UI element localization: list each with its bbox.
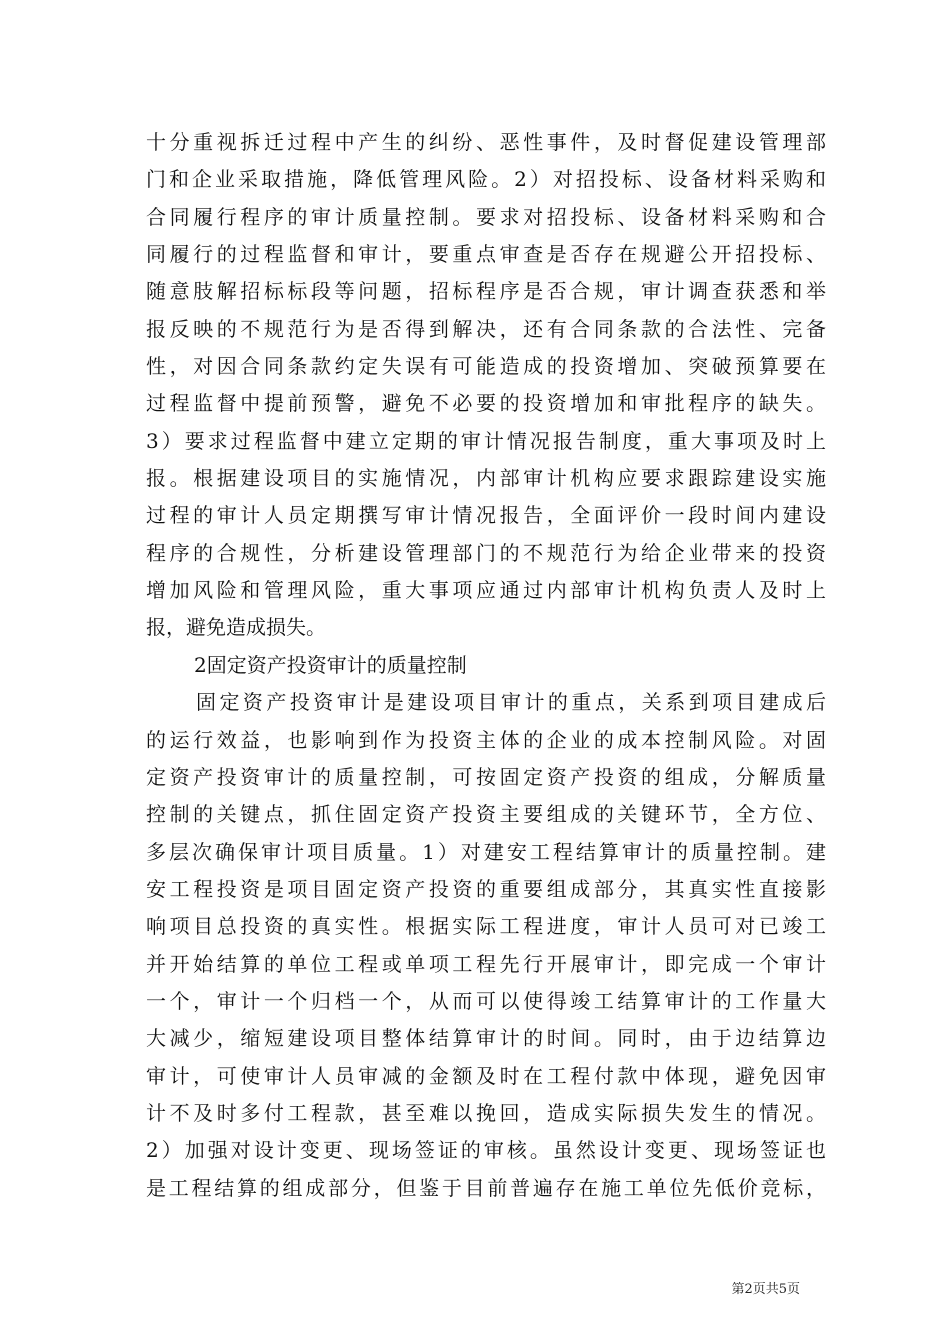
body-text (146, 124, 826, 1207)
text-line: 控制的关键点，抓住固定资产投资主要组成的关键环节，全方位、 (146, 802, 826, 827)
text-line: 响项目总投资的真实性。根据实际工程进度，审计人员可对已竣工 (146, 914, 826, 939)
text-line: 十分重视拆迁过程中产生的纠纷、恶性事件，及时督促建设管理部 (146, 130, 826, 154)
text-line: 的运行效益，也影响到作为投资主体的企业的成本控制风险。对固 (146, 727, 826, 752)
text-line: 2）加强对设计变更、现场签证的审核。虽然设计变更、现场签证也 (146, 1138, 826, 1163)
text-line: 门和企业采取措施，降低管理风险。2）对招投标、设备材料采购和 (146, 167, 826, 192)
text-line: 合同履行程序的审计质量控制。要求对招投标、设备材料采购和合 (146, 204, 826, 229)
text-line: 性，对因合同条款约定失误有可能造成的投资增加、突破预算要在 (146, 354, 826, 379)
text-line: 过程监督中提前预警，避免不必要的投资增加和审批程序的缺失。 (146, 391, 826, 416)
text-line: 安工程投资是项目固定资产投资的重要组成部分，其真实性直接影 (146, 876, 826, 901)
text-line: 随意肢解招标标段等问题，招标程序是否合规，审计调查获悉和举 (146, 279, 826, 304)
text-line: 是工程结算的组成部分，但鉴于目前普遍存在施工单位先低价竞标， (146, 1175, 826, 1200)
text-line: 3）要求过程监督中建立定期的审计情况报告制度，重大事项及时上 (146, 428, 826, 453)
page-number: 第2页共5页 (731, 1282, 800, 1297)
text-line: 同履行的过程监督和审计，要重点审查是否存在规避公开招投标、 (146, 242, 826, 267)
section-heading: 2固定资产投资审计的质量控制 (194, 652, 467, 677)
text-line: 定资产投资审计的质量控制，可按固定资产投资的组成，分解质量 (146, 764, 826, 789)
text-line: 计不及时多付工程款，甚至难以挽回，造成实际损失发生的情况。 (146, 1100, 826, 1125)
text-line: 过程的审计人员定期撰写审计情况报告，全面评价一段时间内建设 (146, 503, 826, 528)
text-line: 一个，审计一个归档一个，从而可以使得竣工结算审计的工作量大 (146, 988, 826, 1013)
text-line: 程序的合规性，分析建设管理部门的不规范行为给企业带来的投资 (146, 540, 826, 565)
text-line: 报反映的不规范行为是否得到解决，还有合同条款的合法性、完备 (146, 316, 826, 341)
text-line: 固定资产投资审计是建设项目审计的重点，关系到项目建成后 (196, 690, 826, 715)
text-line: 报，避免造成损失。 (146, 615, 326, 640)
text-line: 报。根据建设项目的实施情况，内部审计机构应要求跟踪建设实施 (146, 466, 826, 491)
text-line: 多层次确保审计项目质量。1）对建安工程结算审计的质量控制。建 (146, 839, 826, 864)
text-line: 并开始结算的单位工程或单项工程先行开展审计，即完成一个审计 (146, 951, 826, 976)
text-line: 大减少，缩短建设项目整体结算审计的时间。同时，由于边结算边 (146, 1026, 826, 1051)
text-line: 审计，可使审计人员审减的金额及时在工程付款中体现，避免因审 (146, 1063, 826, 1088)
text-line: 增加风险和管理风险，重大事项应通过内部审计机构负责人及时上 (146, 578, 826, 603)
